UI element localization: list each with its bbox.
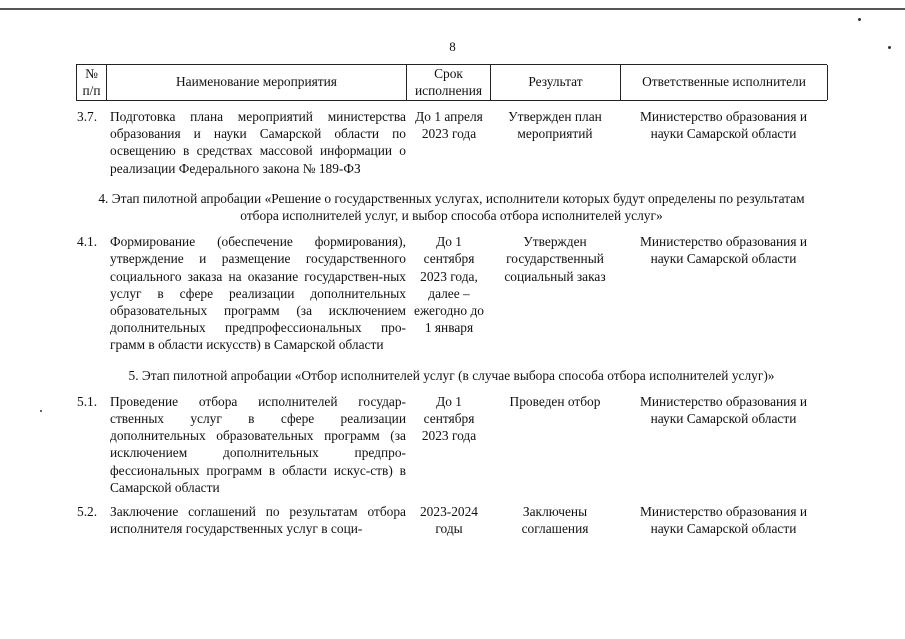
- row-measure-name: Подготовка плана мероприятий министерства образования и науки Самарской области по освещению в средствах массовой информации о реализации Федерального закона № 189-ФЗ: [110, 109, 406, 176]
- scan-speck: [858, 18, 861, 21]
- header-result: Результат: [491, 65, 621, 100]
- row-result: Утвержден план мероприятий: [508, 109, 602, 142]
- stage-heading-4: 4. Этап пилотной апробации «Решение о государственных услугах, исполнители которых будут определены по результатам отбора исполнителей услуг, и выбор способа отбора исполнителей услуг»: [98, 190, 805, 224]
- row-measure-name: Формирование (обеспечение формирования), утверждение и размещение государственного социального заказа на оказание государствен-ных услуг в сфере реализации дополнительных образовательных программ (за исключением дополнительных предпрофессиональных про-грамм в области искусств) в Самарской области: [110, 234, 406, 353]
- row-responsible: Министерство образования и науки Самарской области: [639, 393, 808, 427]
- row-result: Заключены соглашения: [521, 504, 589, 537]
- row-number: 5.1.: [77, 393, 98, 409]
- table-header: [76, 64, 827, 101]
- row-result: Утвержден государственный социальный заказ: [504, 234, 606, 284]
- row-term: До 1 сентября 2023 года: [421, 393, 477, 444]
- row-result: Проведен отбор: [509, 393, 601, 409]
- row-responsible: Министерство образования и науки Самарской области: [639, 504, 808, 537]
- header-name: Наименование мероприятия: [107, 65, 407, 100]
- table-row: [76, 503, 827, 537]
- row-measure-name: Проведение отбора исполнителей государ-ственных услуг в сфере реализации дополнительных образовательных программ (за исключением дополнительных предпро-фессиональных программ в области искус-ств) в Самарской области: [110, 393, 406, 495]
- table-row: [76, 393, 827, 496]
- row-responsible: Министерство образования и науки Самарской области: [639, 234, 808, 267]
- row-measure-name: Заключение соглашений по результатам отбора исполнителя государственных услуг в соци-: [110, 504, 406, 537]
- row-responsible: Министерство образования и науки Самарской области: [639, 109, 808, 142]
- row-number: 3.7.: [77, 109, 98, 124]
- scan-speck: [40, 410, 42, 412]
- row-term: До 1 апреля 2023 года: [415, 109, 483, 142]
- row-term: 2023-2024 годы: [419, 504, 479, 537]
- stage-heading-5: 5. Этап пилотной апробации «Отбор исполнителей услуг (в случае выбора способа отбора исполнителей услуг)»: [128, 367, 775, 383]
- header-num: № п/п: [77, 65, 107, 100]
- header-term: Срок исполнения: [407, 65, 491, 100]
- row-number: 4.1.: [77, 234, 98, 250]
- row-term: До 1 сентября 2023 года, далее – ежегодно до 1 января: [414, 234, 484, 336]
- header-responsible: Ответственные исполнители: [621, 65, 828, 100]
- row-number: 5.2.: [77, 504, 98, 520]
- page-number: 8: [449, 39, 456, 54]
- scan-top-rule: [0, 8, 905, 10]
- table-row: [76, 108, 827, 177]
- measures-table: [76, 64, 827, 537]
- table-row: [76, 233, 827, 353]
